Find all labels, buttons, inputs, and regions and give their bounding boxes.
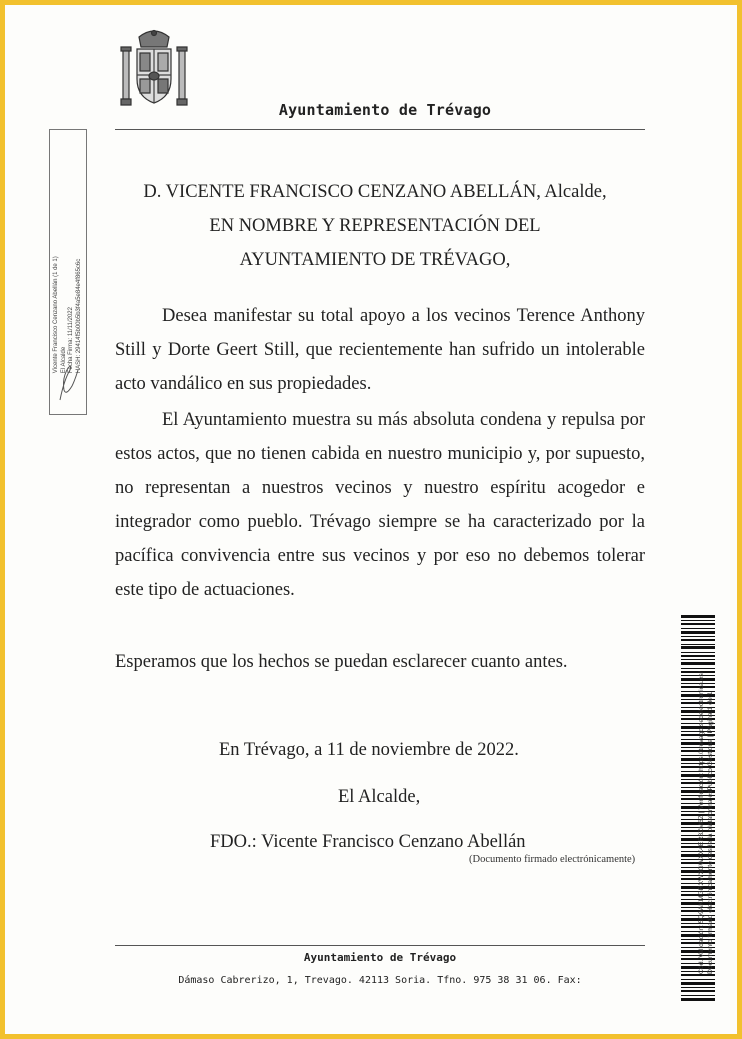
coat-of-arms-emblem (115, 29, 193, 111)
verification-line: Documento firmado electrónicamente desde la plataforma esPublico Gestiona | Página 1 de 1 (707, 691, 714, 974)
heading-line: D. VICENTE FRANCISCO CENZANO ABELLÁN, Alcalde, (143, 182, 607, 202)
stamp-line: El Alcalde (60, 346, 67, 374)
paragraph-support: Desea manifestar su total apoyo a los vecinos Terence Anthony Still y Dorte Geert Still, que recientemente han sufrido un intolerable acto vandálico en sus propiedades. (115, 306, 645, 394)
handwritten-signature-icon (54, 350, 82, 406)
heading-line: AYUNTAMIENTO DE TRÉVAGO, (239, 250, 511, 270)
heading-line: EN NOMBRE Y REPRESENTACIÓN DEL (209, 216, 541, 236)
header-divider (115, 129, 645, 130)
date-line: En Trévago, a 11 de noviembre de 2022. (219, 740, 519, 760)
paragraph-closing-wish: Esperamos que los hechos se puedan esclarecer cuanto antes. (115, 652, 568, 672)
signature-stamp (49, 129, 87, 415)
document-heading (115, 175, 635, 277)
signature-line: FDO.: Vicente Francisco Cenzano Abellán (210, 832, 526, 852)
footer-address: Dámaso Cabrerizo, 1, Trevago. 42113 Soria. Tfno. 975 38 31 06. Fax: (178, 975, 582, 986)
signer-role: El Alcalde, (338, 787, 421, 807)
paragraph-condemnation: El Ayuntamiento muestra su más absoluta condena y repulsa por estos actos, que no tienen cabida en nuestro municipio y, por supuesto, no representan a nuestros vecinos y nuestro espíritu acogedor e integrador como pueblo. Trévago siempre se ha caracterizado por la pacífica convivencia entre sus vecinos y por eso no debemos tolerar este tipo de actuaciones. (115, 410, 645, 600)
signature-note: (Documento firmado electrónicamente) (469, 854, 636, 865)
stamp-line: HASH: 29414f5b00b5b3f4a5e84e4f865c6c (75, 258, 82, 374)
signature-stamp-text (53, 113, 83, 373)
footer-title: Ayuntamiento de Trévago (303, 951, 457, 964)
verification-line: Cód. Validación: 5Q9AKMGRXW3GWXX4ER3ZM6Z | Verificación: https://trevago.sedelectronica.es/ (698, 671, 705, 974)
stamp-line: Fecha Firma: 11/11/2022 (68, 307, 74, 374)
stamp-line: Vicente Francisco Cenzano Abellán (1 de 1) (52, 256, 59, 374)
verification-text (697, 654, 715, 974)
footer-divider (115, 945, 645, 946)
header-title: Ayuntamiento de Trévago (278, 101, 492, 119)
